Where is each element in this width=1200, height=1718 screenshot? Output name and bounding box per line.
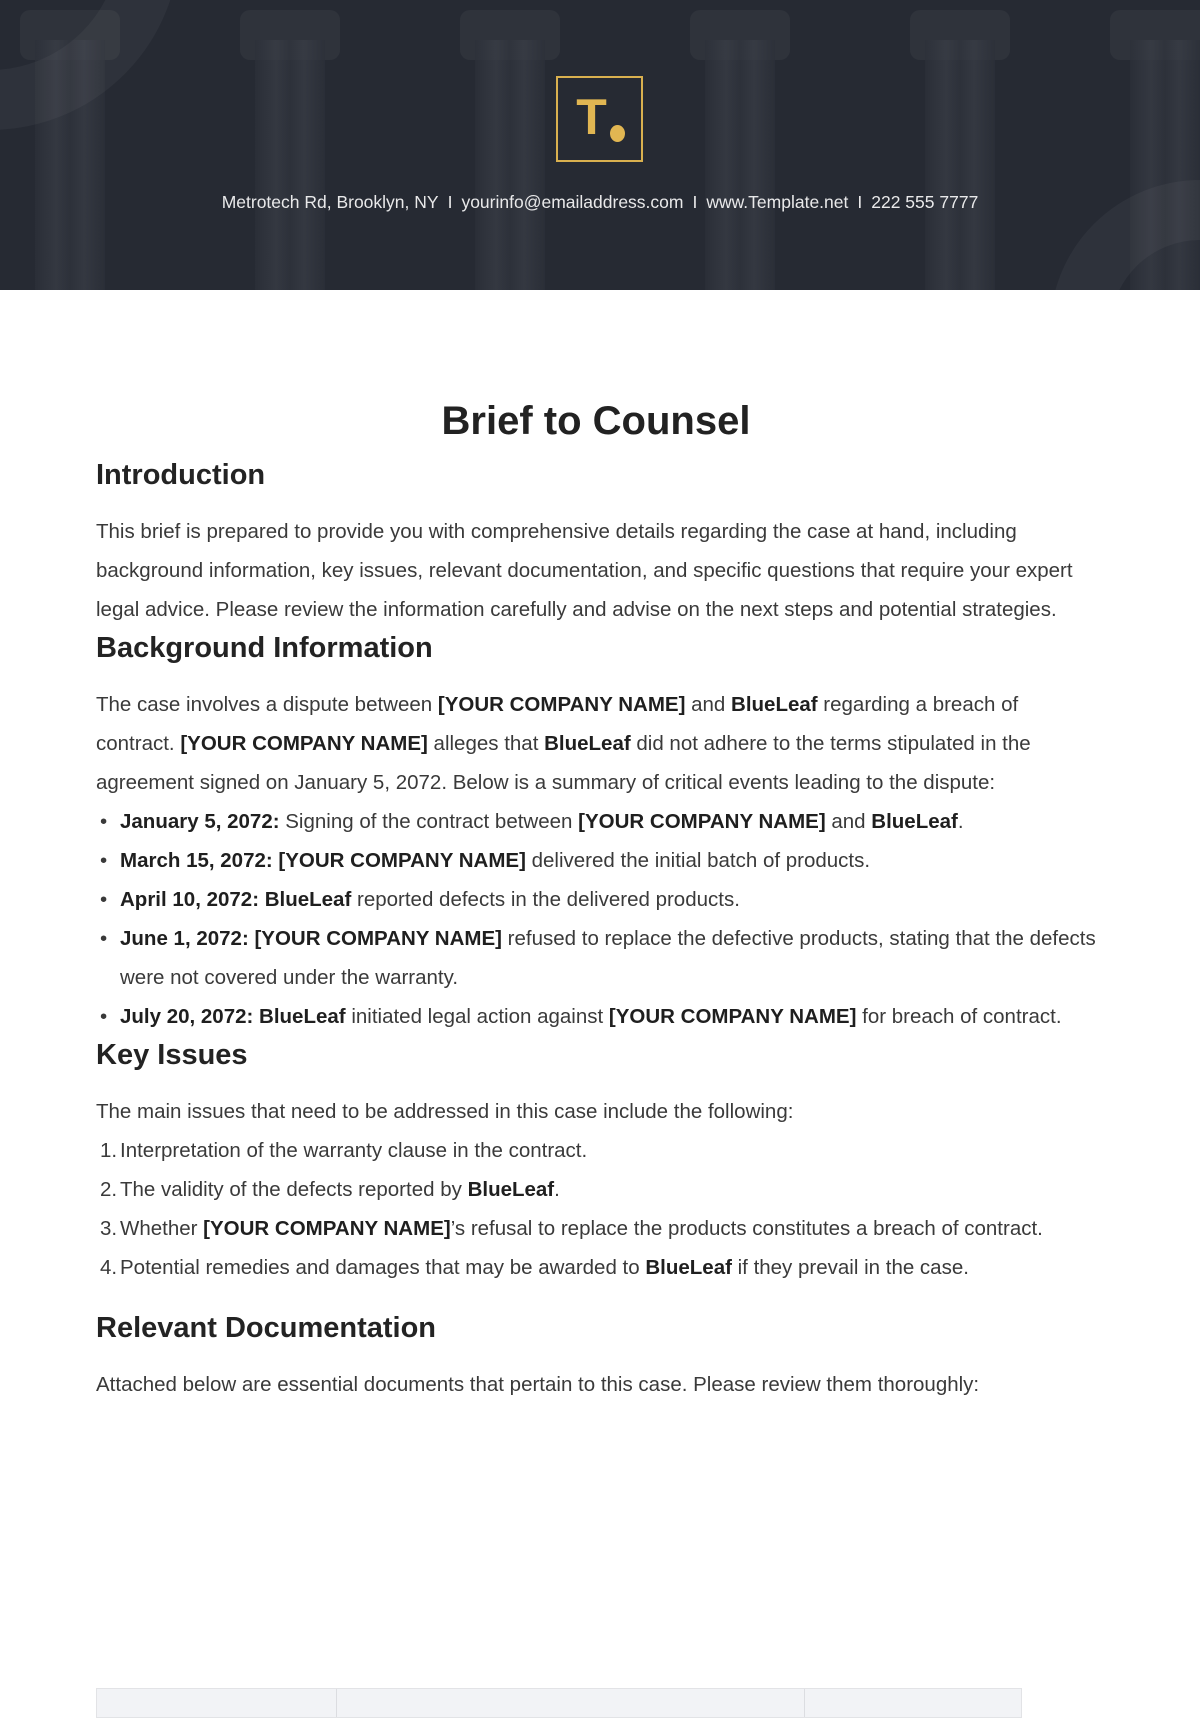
address: Metrotech Rd, Brooklyn, NY bbox=[221, 192, 439, 212]
email-link[interactable]: yourinfo@emailaddress.com bbox=[461, 192, 684, 212]
text-run: Interpretation of the warranty clause in the contract. bbox=[120, 1139, 588, 1162]
text-run: if they prevail in the case. bbox=[731, 1256, 969, 1279]
text-run: ’s refusal to replace the products constitutes a breach of contract. bbox=[450, 1217, 1043, 1240]
text-run: Signing of the contract between bbox=[279, 810, 579, 833]
number-marker: 2. bbox=[100, 1178, 118, 1201]
section-key-issues bbox=[96, 1036, 1096, 1287]
text-run: for breach of contract. bbox=[856, 1005, 1062, 1028]
bold-text: [YOUR COMPANY NAME] bbox=[180, 732, 428, 755]
bullet-marker: • bbox=[100, 1005, 108, 1028]
paragraph bbox=[96, 512, 1096, 629]
numbered-list bbox=[96, 1131, 1096, 1287]
section-heading: Background Information bbox=[96, 632, 433, 664]
bold-text: BlueLeaf bbox=[871, 810, 958, 833]
bold-text: BlueLeaf bbox=[467, 1178, 555, 1201]
text-run: regarding a breach of contract. bbox=[96, 693, 1019, 755]
bold-text: July 20, 2072: BlueLeaf bbox=[120, 1005, 346, 1028]
document-body bbox=[96, 392, 1096, 1404]
text-run: initiated legal action against bbox=[345, 1005, 609, 1028]
bold-text: [YOUR COMPANY NAME] bbox=[608, 1005, 857, 1028]
text-run: Attached below are essential documents that pertain to this case. Please review them thoroughly: bbox=[96, 1373, 980, 1396]
text-run: . bbox=[957, 810, 964, 833]
bold-text: [YOUR COMPANY NAME] bbox=[437, 693, 686, 716]
bold-text: BlueLeaf bbox=[645, 1256, 732, 1279]
text-run: delivered the initial batch of products. bbox=[525, 849, 871, 872]
paragraph bbox=[96, 1365, 1096, 1404]
table-header-cell bbox=[97, 1689, 337, 1717]
bold-text: BlueLeaf bbox=[544, 732, 631, 755]
list-item bbox=[96, 1170, 1096, 1209]
text-run: . bbox=[554, 1178, 560, 1201]
section-introduction bbox=[96, 456, 1096, 629]
section-relevant-documentation bbox=[96, 1309, 1096, 1404]
section-heading: Key Issues bbox=[96, 1039, 248, 1071]
list-item bbox=[96, 1131, 1096, 1170]
text-run: refused to replace the defective products, stating that the defects were not covered under the warranty. bbox=[120, 927, 1096, 989]
paragraph bbox=[96, 1092, 1096, 1131]
logo-letter: T bbox=[576, 89, 607, 145]
text-run: alleges that bbox=[427, 732, 545, 755]
column-decoration bbox=[705, 40, 775, 290]
text-run: This brief is prepared to provide you with comprehensive details regarding the case at hand, including background information, key issues, relevant documentation, and specific questions that require your expert legal advice. Please review the information carefully and advise on the next steps and potential strategies. bbox=[96, 520, 1073, 621]
list-item bbox=[96, 841, 1096, 880]
bold-text: [YOUR COMPANY NAME] bbox=[578, 810, 826, 833]
documents-table-header bbox=[96, 1688, 1022, 1718]
logo-dot bbox=[610, 125, 625, 142]
bold-text: BlueLeaf bbox=[731, 693, 818, 716]
column-decoration bbox=[925, 40, 995, 290]
text-run: Potential remedies and damages that may be awarded to bbox=[120, 1256, 646, 1279]
bold-text: April 10, 2072: BlueLeaf bbox=[120, 888, 352, 911]
text-run: The case involves a dispute between bbox=[96, 693, 438, 716]
letterhead-banner bbox=[0, 0, 1200, 290]
text-run: reported defects in the delivered products. bbox=[351, 888, 740, 911]
text-run: and bbox=[825, 810, 872, 833]
number-marker: 3. bbox=[100, 1217, 118, 1240]
section-background-information bbox=[96, 629, 1096, 1036]
text-run: The main issues that need to be addressed in this case include the following: bbox=[96, 1100, 794, 1123]
bullet-marker: • bbox=[100, 888, 108, 911]
separator: I bbox=[447, 192, 453, 212]
separator: I bbox=[857, 192, 863, 212]
column-decoration bbox=[255, 40, 325, 290]
paragraph bbox=[96, 685, 1096, 802]
number-marker: 1. bbox=[100, 1139, 118, 1162]
list-item bbox=[96, 997, 1096, 1036]
table-header-cell bbox=[805, 1689, 1021, 1717]
text-run: and bbox=[685, 693, 732, 716]
bullet-marker: • bbox=[100, 927, 108, 950]
document-title: Brief to Counsel bbox=[441, 399, 751, 443]
list-item bbox=[96, 1248, 1096, 1287]
bullet-marker: • bbox=[100, 810, 108, 833]
section-heading: Introduction bbox=[96, 459, 266, 491]
section-heading: Relevant Documentation bbox=[96, 1312, 436, 1344]
separator: I bbox=[692, 192, 698, 212]
company-logo bbox=[556, 76, 643, 162]
table-header-cell bbox=[337, 1689, 805, 1717]
column-decoration bbox=[475, 40, 545, 290]
bold-text: January 5, 2072: bbox=[120, 810, 280, 833]
bullet-list bbox=[96, 802, 1096, 1036]
text-run: Whether bbox=[120, 1217, 204, 1240]
contact-line bbox=[0, 192, 1200, 213]
list-item bbox=[96, 880, 1096, 919]
phone: 222 555 7777 bbox=[871, 192, 979, 212]
list-item bbox=[96, 919, 1096, 997]
list-item bbox=[96, 802, 1096, 841]
bullet-marker: • bbox=[100, 849, 108, 872]
number-marker: 4. bbox=[100, 1256, 118, 1279]
text-run: The validity of the defects reported by bbox=[120, 1178, 468, 1201]
website-link[interactable]: www.Template.net bbox=[706, 192, 849, 212]
list-item bbox=[96, 1209, 1096, 1248]
bold-text: March 15, 2072: [YOUR COMPANY NAME] bbox=[120, 849, 526, 872]
text-run: did not adhere to the terms stipulated in the agreement signed on January 5, 2072. Below is a summary of critical events leading to the dispute: bbox=[96, 732, 1031, 794]
bold-text: [YOUR COMPANY NAME] bbox=[203, 1217, 451, 1240]
bold-text: June 1, 2072: [YOUR COMPANY NAME] bbox=[120, 927, 502, 950]
